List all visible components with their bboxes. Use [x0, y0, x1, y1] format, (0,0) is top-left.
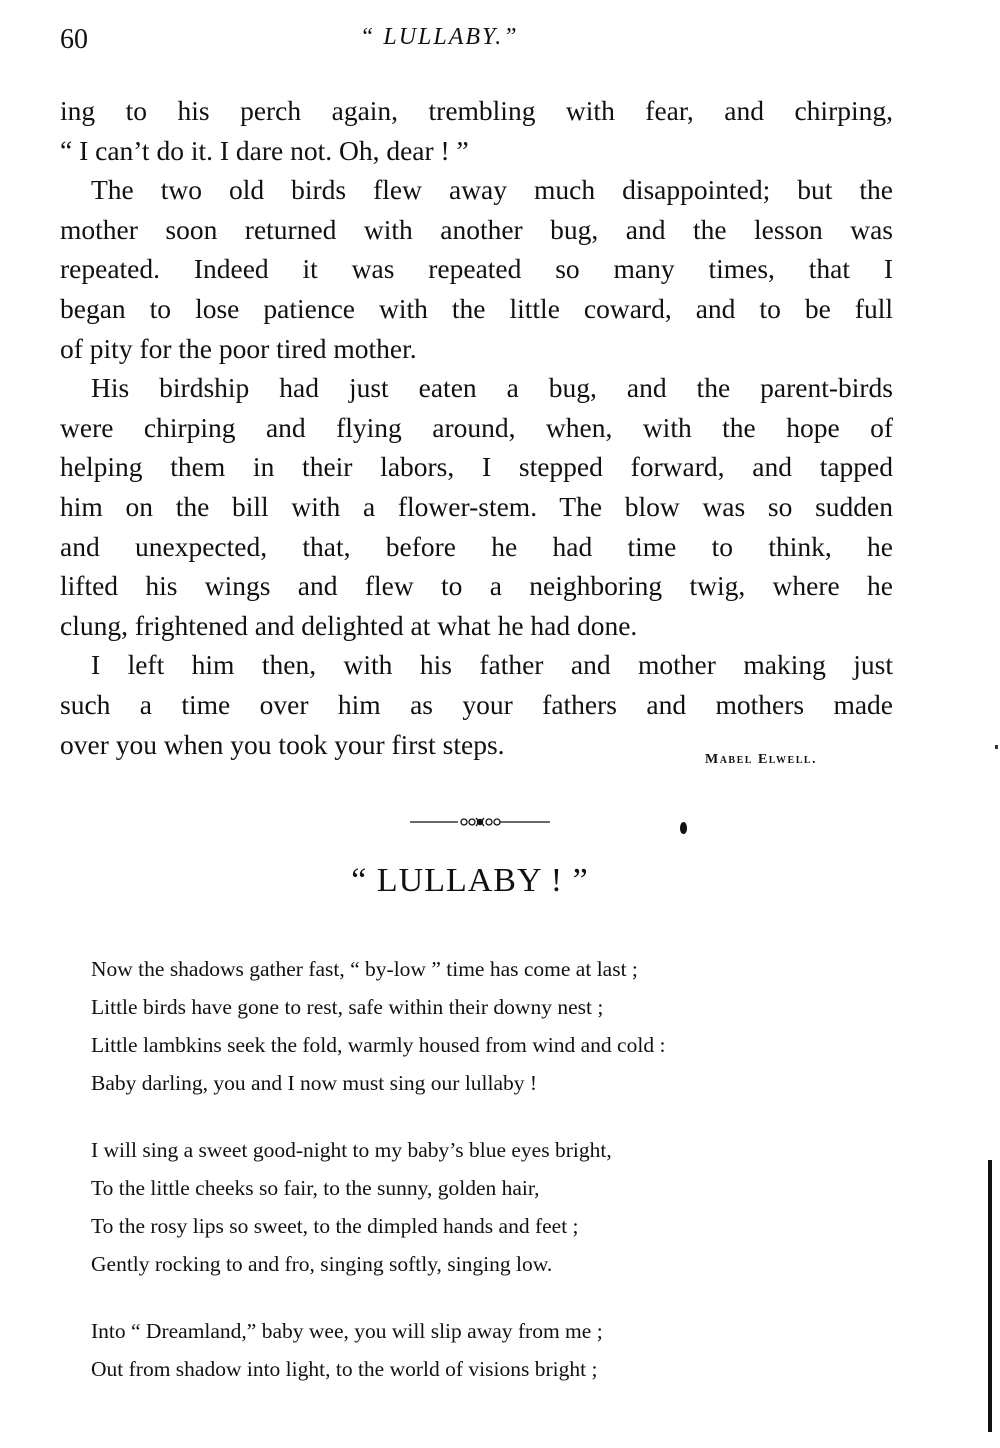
poem-line: Little birds have gone to rest, safe within their downy nest ; [91, 995, 604, 1019]
prose-line: over you when you took your first steps. [60, 728, 505, 760]
prose-line: I left him then, with his father and mother making just [91, 649, 893, 681]
stanza-gap [91, 1102, 665, 1131]
page-number: 60 [60, 24, 88, 55]
poem-line: Into “ Dreamland,” baby wee, you will slip away from me ; [91, 1319, 603, 1343]
poem-body [91, 950, 665, 1388]
prose-line: The two old birds flew away much disappointed; but the [91, 174, 893, 206]
ornament-divider [410, 815, 550, 829]
poem-line: To the rosy lips so sweet, to the dimpled hands and feet ; [91, 1214, 579, 1238]
prose-line: helping them in their labors, I stepped forward, and tapped [60, 451, 893, 483]
prose-body [60, 91, 893, 764]
scan-edge-mark [988, 1160, 992, 1432]
poem-line: Out from shadow into light, to the world of visions bright ; [91, 1357, 598, 1381]
poem-line: Now the shadows gather fast, “ by-low ” time has come at last ; [91, 957, 638, 981]
poem-line: Little lambkins seek the fold, warmly housed from wind and cold : [91, 1033, 666, 1057]
prose-line: lifted his wings and flew to a neighboring twig, where he [60, 570, 893, 602]
prose-line: mother soon returned with another bug, and the lesson was [60, 213, 893, 245]
poem-line: Gently rocking to and fro, singing softly, singing low. [91, 1252, 553, 1276]
prose-line: “ I can’t do it. I dare not. Oh, dear ! ” [60, 134, 469, 166]
prose-line: such a time over him as your fathers and mothers made [60, 688, 893, 720]
prose-line: repeated. Indeed it was repeated so many times, that I [60, 253, 893, 285]
poem-line: To the little cheeks so fair, to the sunny, golden hair, [91, 1176, 540, 1200]
running-title: “ LULLABY.” [360, 24, 519, 50]
prose-line: ing to his perch again, trembling with fear, and chirping, [60, 95, 893, 126]
ink-speck [995, 745, 998, 749]
prose-line: him on the bill with a flower-stem. The blow was so sudden [60, 490, 893, 522]
author-signature: Mabel Elwell. [705, 752, 818, 767]
ink-speck [680, 822, 687, 834]
poem-line: Baby darling, you and I now must sing our lullaby ! [91, 1071, 538, 1095]
prose-line: and unexpected, that, before he had time to think, he [60, 530, 893, 562]
prose-line: began to lose patience with the little coward, and to be full [60, 292, 893, 324]
poem-title: “ LULLABY ! ” [351, 862, 589, 899]
poem-line: I will sing a sweet good-night to my baby’s blue eyes bright, [91, 1138, 612, 1162]
prose-line: clung, frightened and delighted at what he had done. [60, 609, 638, 641]
prose-line: of pity for the poor tired mother. [60, 332, 417, 364]
stanza-gap [91, 1283, 665, 1312]
prose-line: His birdship had just eaten a bug, and the parent-birds [91, 372, 893, 404]
prose-line: were chirping and flying around, when, with the hope of [60, 411, 893, 443]
